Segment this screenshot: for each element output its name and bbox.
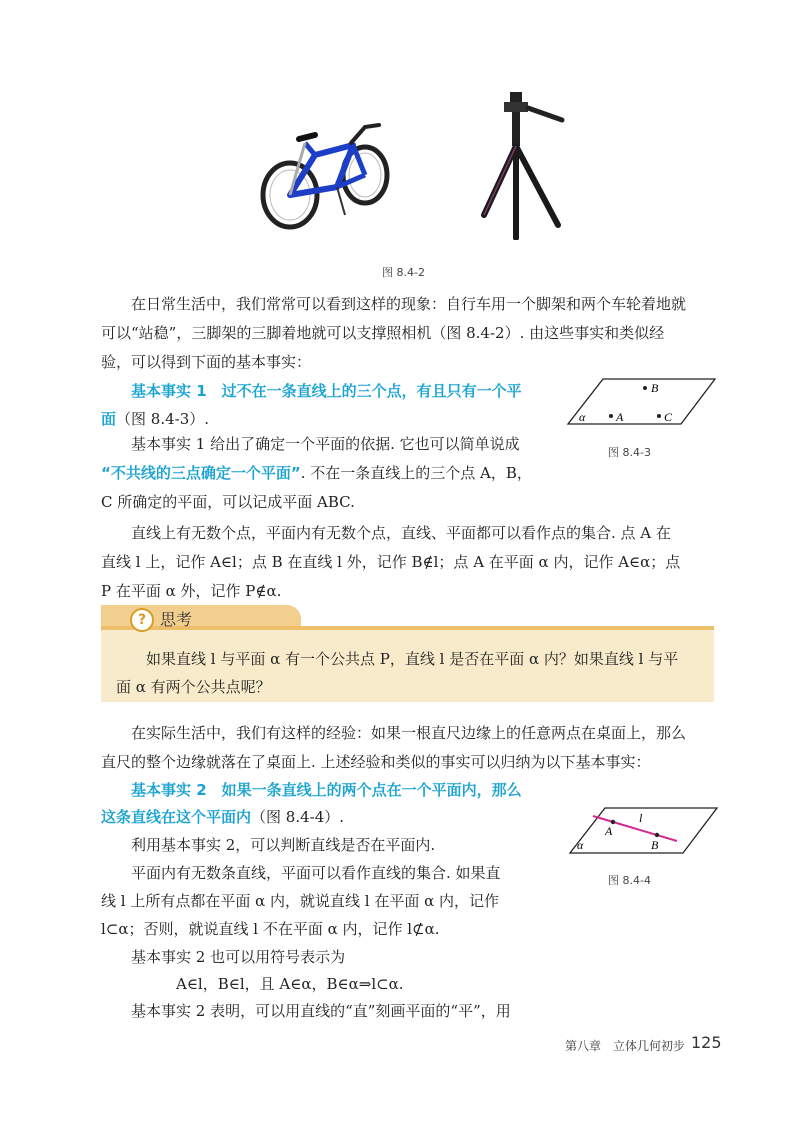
label-b: B — [651, 381, 659, 395]
fact1-highlight-line2: 面 — [101, 410, 117, 428]
para4-line1: 在实际生活中，我们有这样的经验：如果一根直尺边缘上的任意两点在桌面上，那么 — [131, 724, 687, 742]
para7-line1: 基本事实 2 也可以用符号表示为 — [131, 948, 346, 966]
footer-chapter: 第八章 立体几何初步 — [565, 1039, 686, 1053]
fact2-figure-ref: （图 8.4-4）. — [251, 808, 345, 826]
figure-8-4-3-caption: 图 8.4-3 — [608, 446, 651, 459]
para7-line3: 基本事实 2 表明，可以用直线的“直”刻画平面的“平”，用 — [131, 1002, 511, 1020]
fact2-highlight-line2: 这条直线在这个平面内 — [101, 808, 252, 826]
point-b — [643, 386, 647, 390]
fact2-highlight-line1: 基本事实 2 如果一条直线上的两个点在一个平面内，那么 — [131, 781, 522, 799]
figure-8-4-4-caption: 图 8.4-4 — [608, 874, 651, 887]
para2-line2 — [101, 459, 532, 488]
tripod-image — [470, 90, 580, 240]
para2-quote: “不共线的三点确定一个平面” — [101, 464, 301, 482]
figure-8-4-4-diagram — [565, 805, 720, 857]
para1-line2: 可以“站稳”，三脚架的三脚着地就可以支撑照相机（图 8.4-2）. 由这些事实和类似经 — [101, 324, 665, 342]
label-alpha: α — [577, 838, 584, 852]
question-icon: ? — [130, 608, 154, 632]
label-a: A — [605, 824, 613, 838]
label-alpha: α — [579, 410, 586, 424]
para1-line1: 在日常生活中，我们常常可以看到这样的现象：自行车用一个脚架和两个车轮着地就 — [131, 295, 687, 313]
para6-line1: 平面内有无数条直线，平面可以看作直线的集合. 如果直 — [131, 864, 501, 882]
plane-parallelogram — [568, 379, 715, 424]
fact1-highlight-line1: 基本事实 1 过不在一条直线上的三个点，有且只有一个平 — [131, 382, 522, 400]
label-l: l — [639, 811, 643, 825]
para5-line1: 利用基本事实 2，可以判断直线是否在平面内. — [131, 836, 436, 854]
para7-formula: A∈l，B∈l，且 A∈α，B∈α⇒l⊂α. — [176, 975, 404, 993]
point-b — [655, 833, 659, 837]
figure-8-4-3-diagram — [563, 376, 718, 428]
para3-line2: 直线 l 上，记作 A∈l；点 B 在直线 l 外，记作 B∉l；点 A 在平面 α 内，记作 A∈α；点 — [101, 553, 681, 571]
fact2-line2 — [101, 803, 344, 832]
think-box-title: 思考 — [160, 610, 193, 629]
para4-line2: 直尺的整个边缘就落在了桌面上. 上述经验和类似的事实可以归纳为以下基本事实： — [101, 753, 651, 771]
point-c — [657, 414, 661, 418]
label-c: C — [664, 410, 673, 424]
point-a — [609, 414, 613, 418]
para3-line1: 直线上有无数个点，平面内有无数个点，直线、平面都可以看作点的集合. 点 A 在 — [131, 524, 671, 542]
label-b: B — [651, 838, 659, 852]
think-line2: 面 α 有两个公共点呢？ — [116, 678, 271, 696]
para6-line3: l⊂α；否则，就说直线 l 不在平面 α 内，记作 l⊄α. — [101, 920, 440, 938]
para2-line2-rest: . 不在一条直线上的三个点 A，B， — [300, 464, 532, 482]
para3-line3: P 在平面 α 外，记作 P∉α. — [101, 582, 282, 600]
para2-line3: C 所确定的平面，可以记成平面 ABC. — [101, 493, 355, 511]
label-a: A — [616, 410, 624, 424]
para1-line3: 验，可以得到下面的基本事实： — [101, 353, 312, 371]
bicycle-image — [255, 115, 400, 235]
page-number: 125 — [691, 1033, 722, 1052]
think-line1: 如果直线 l 与平面 α 有一个公共点 P，直线 l 是否在平面 α 内？如果直线 l 与平 — [146, 650, 679, 668]
para2-line1: 基本事实 1 给出了确定一个平面的依据. 它也可以简单说成 — [131, 435, 520, 453]
fact1-figure-ref: （图 8.4-3）. — [116, 410, 210, 428]
think-box-divider — [101, 626, 714, 630]
para6-line2: 线 l 上所有点都在平面 α 内，就说直线 l 在平面 α 内，记作 — [101, 892, 500, 910]
figure-8-4-2-caption: 图 8.4-2 — [382, 266, 425, 279]
